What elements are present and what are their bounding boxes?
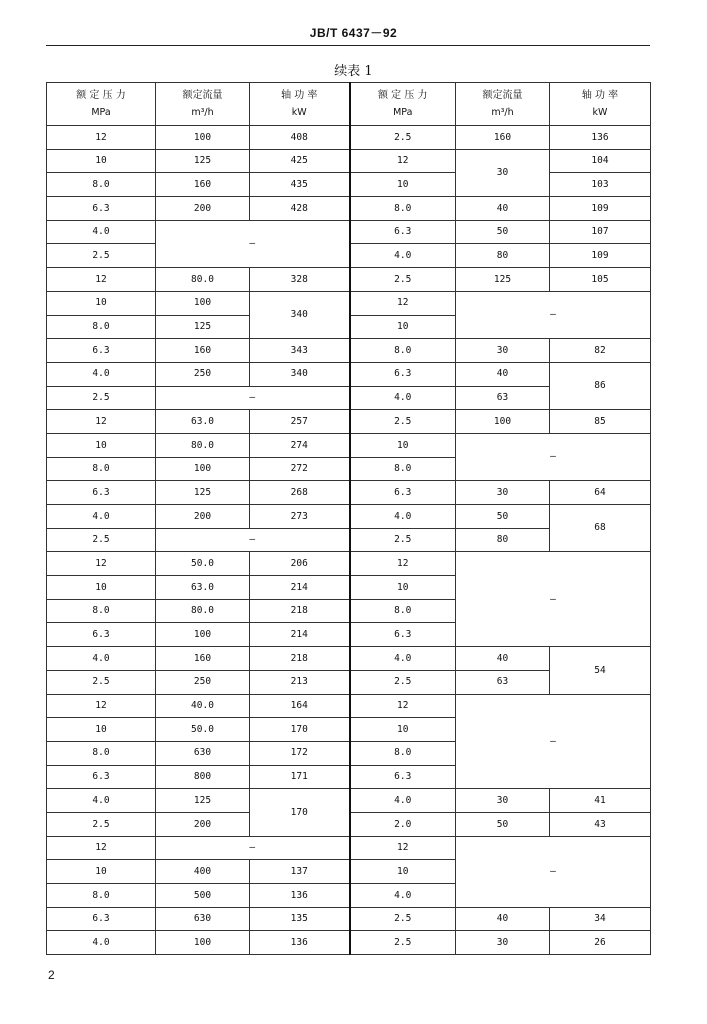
table-cell: 109 xyxy=(550,197,651,221)
table-cell: 10 xyxy=(350,433,456,457)
table-cell: 2.5 xyxy=(350,670,456,694)
table-cell: 50 xyxy=(456,505,550,529)
table-cell: 2.5 xyxy=(350,907,456,931)
table-cell: 30 xyxy=(456,339,550,363)
table-cell: 160 xyxy=(156,647,250,671)
table-cell: 160 xyxy=(156,173,250,197)
table-cell: 63 xyxy=(456,670,550,694)
table-cell: 10 xyxy=(47,718,156,742)
table-cell: 8.0 xyxy=(47,741,156,765)
table-cell: 10 xyxy=(350,718,456,742)
table-row xyxy=(47,291,651,315)
table-cell: 80 xyxy=(456,528,550,552)
table-cell: 170 xyxy=(250,718,350,742)
table-cell: 340 xyxy=(250,362,350,386)
table-cell: 30 xyxy=(456,481,550,505)
table-cell: 8.0 xyxy=(350,457,456,481)
table-cell: — xyxy=(456,552,651,647)
table-row xyxy=(47,173,651,197)
table-cell: 136 xyxy=(250,884,350,908)
table-cell: 4.0 xyxy=(350,386,456,410)
table-row xyxy=(47,481,651,505)
table-cell: 63.0 xyxy=(156,576,250,600)
table-cell: 82 xyxy=(550,339,651,363)
specification-table xyxy=(46,82,651,955)
table-cell: 214 xyxy=(250,576,350,600)
table-cell: 125 xyxy=(156,149,250,173)
table-cell: 12 xyxy=(350,552,456,576)
table-cell: 172 xyxy=(250,741,350,765)
table-cell: 6.3 xyxy=(47,339,156,363)
table-cell: 100 xyxy=(156,623,250,647)
table-cell: 8.0 xyxy=(47,173,156,197)
table-cell: 12 xyxy=(350,291,456,315)
table-cell: 125 xyxy=(156,481,250,505)
table-cell: 6.3 xyxy=(47,907,156,931)
table-cell: 8.0 xyxy=(47,884,156,908)
standard-code: JB/T 6437－92 xyxy=(309,26,398,40)
table-cell: 4.0 xyxy=(47,789,156,813)
table-cell: 630 xyxy=(156,741,250,765)
table-cell: 250 xyxy=(156,670,250,694)
table-cell: 4.0 xyxy=(350,244,456,268)
page-number: 2 xyxy=(48,968,55,982)
table-row xyxy=(47,552,651,576)
table-row xyxy=(47,694,651,718)
table-row xyxy=(47,362,651,386)
table-cell: 43 xyxy=(550,812,651,836)
table-cell: 340 xyxy=(250,291,350,338)
table-cell: 12 xyxy=(350,149,456,173)
table-cell: 200 xyxy=(156,505,250,529)
table-cell: 10 xyxy=(350,173,456,197)
table-cell: 425 xyxy=(250,149,350,173)
table-cell: 10 xyxy=(47,291,156,315)
header-cell: 额 定 压 力 MPa xyxy=(350,83,456,126)
table-cell: 103 xyxy=(550,173,651,197)
table-cell: 12 xyxy=(47,552,156,576)
table-header-row xyxy=(47,83,651,126)
table-row xyxy=(47,149,651,173)
table-cell: 10 xyxy=(350,576,456,600)
table-body xyxy=(47,126,651,955)
table-cell: 30 xyxy=(456,149,550,196)
table-cell: 408 xyxy=(250,126,350,150)
table-cell: 400 xyxy=(156,860,250,884)
table-cell: 6.3 xyxy=(350,481,456,505)
table-cell: 6.3 xyxy=(47,623,156,647)
table-cell: 328 xyxy=(250,268,350,292)
table-cell: 64 xyxy=(550,481,651,505)
table-cell: 135 xyxy=(250,907,350,931)
table-cell: 136 xyxy=(250,931,350,955)
table-cell: 273 xyxy=(250,505,350,529)
table-cell: 100 xyxy=(156,931,250,955)
table-cell: 500 xyxy=(156,884,250,908)
table-cell: 8.0 xyxy=(350,339,456,363)
table-row xyxy=(47,931,651,955)
table-cell: 428 xyxy=(250,197,350,221)
table-cell: 12 xyxy=(47,268,156,292)
table-cell: 125 xyxy=(156,315,250,339)
table-cell: 8.0 xyxy=(350,197,456,221)
table-title: 续表 1 xyxy=(334,64,373,79)
table-cell: 12 xyxy=(47,410,156,434)
table-cell: 26 xyxy=(550,931,651,955)
table-cell: 250 xyxy=(156,362,250,386)
table-cell: 206 xyxy=(250,552,350,576)
table-row xyxy=(47,220,651,244)
table-cell: — xyxy=(156,220,350,267)
table-cell: 200 xyxy=(156,812,250,836)
table-cell: 12 xyxy=(47,694,156,718)
table-cell: 40 xyxy=(456,362,550,386)
table-cell: 4.0 xyxy=(47,647,156,671)
table-cell: 12 xyxy=(47,126,156,150)
table-cell: 34 xyxy=(550,907,651,931)
table-cell: 213 xyxy=(250,670,350,694)
table-row xyxy=(47,268,651,292)
table-cell: 100 xyxy=(456,410,550,434)
table-cell: 12 xyxy=(350,836,456,860)
table-cell: 30 xyxy=(456,789,550,813)
table-cell: 6.3 xyxy=(350,220,456,244)
table-cell: 274 xyxy=(250,433,350,457)
table-cell: 80.0 xyxy=(156,433,250,457)
table-cell: 63 xyxy=(456,386,550,410)
table-cell: 6.3 xyxy=(47,765,156,789)
table-cell: 12 xyxy=(350,694,456,718)
table-cell: 100 xyxy=(156,291,250,315)
table-cell: 2.5 xyxy=(350,931,456,955)
table-cell: 2.5 xyxy=(350,410,456,434)
table-row xyxy=(47,647,651,671)
table-row xyxy=(47,126,651,150)
table-cell: 105 xyxy=(550,268,651,292)
header-cell: 轴 功 率 kW xyxy=(250,83,350,126)
table-cell: — xyxy=(456,836,651,907)
table-cell: 171 xyxy=(250,765,350,789)
table-cell: 4.0 xyxy=(47,931,156,955)
table-cell: — xyxy=(456,694,651,789)
table-row xyxy=(47,433,651,457)
table-cell: 40 xyxy=(456,907,550,931)
table-cell: 6.3 xyxy=(47,197,156,221)
table-cell: 214 xyxy=(250,623,350,647)
table-cell: 2.5 xyxy=(350,126,456,150)
table-cell: 170 xyxy=(250,789,350,836)
table-cell: 4.0 xyxy=(350,647,456,671)
table-row xyxy=(47,410,651,434)
table-cell: 10 xyxy=(47,149,156,173)
table-cell: 12 xyxy=(47,836,156,860)
table-cell: 800 xyxy=(156,765,250,789)
table-cell: 100 xyxy=(156,457,250,481)
table-cell: 137 xyxy=(250,860,350,884)
table-row xyxy=(47,836,651,860)
table-cell: 8.0 xyxy=(350,741,456,765)
table-row xyxy=(47,907,651,931)
table-cell: 10 xyxy=(350,315,456,339)
table-cell: — xyxy=(156,528,350,552)
table-cell: 272 xyxy=(250,457,350,481)
table-cell: — xyxy=(156,386,350,410)
table-cell: 30 xyxy=(456,931,550,955)
table-cell: 4.0 xyxy=(47,505,156,529)
table-cell: 8.0 xyxy=(350,599,456,623)
table-cell: 2.0 xyxy=(350,812,456,836)
table-cell: 10 xyxy=(350,860,456,884)
table-cell: 218 xyxy=(250,647,350,671)
header-cell: 轴 功 率 kW xyxy=(550,83,651,126)
table-cell: — xyxy=(456,433,651,480)
table-cell: 164 xyxy=(250,694,350,718)
table-cell: 343 xyxy=(250,339,350,363)
table-cell: 6.3 xyxy=(350,623,456,647)
table-cell: 104 xyxy=(550,149,651,173)
header-cell: 额定流量 m³/h xyxy=(156,83,250,126)
table-cell: 218 xyxy=(250,599,350,623)
header-rule xyxy=(46,45,650,46)
header-cell: 额定流量 m³/h xyxy=(456,83,550,126)
table-cell: — xyxy=(456,291,651,338)
table-cell: 100 xyxy=(156,126,250,150)
table-cell: 63.0 xyxy=(156,410,250,434)
table-cell: 85 xyxy=(550,410,651,434)
table-cell: 136 xyxy=(550,126,651,150)
table-cell: 107 xyxy=(550,220,651,244)
table-cell: 80.0 xyxy=(156,268,250,292)
table-cell: 6.3 xyxy=(350,765,456,789)
table-cell: 50 xyxy=(456,220,550,244)
table-cell: 8.0 xyxy=(47,315,156,339)
table-row xyxy=(47,197,651,221)
table-cell: — xyxy=(156,836,350,860)
table-cell: 125 xyxy=(456,268,550,292)
table-cell: 54 xyxy=(550,647,651,694)
table-cell: 268 xyxy=(250,481,350,505)
table-cell: 10 xyxy=(47,576,156,600)
header-cell: 额 定 压 力 MPa xyxy=(47,83,156,126)
table-cell: 160 xyxy=(456,126,550,150)
table-cell: 4.0 xyxy=(47,362,156,386)
table-cell: 4.0 xyxy=(350,505,456,529)
table-cell: 40 xyxy=(456,647,550,671)
table-cell: 2.5 xyxy=(350,528,456,552)
table-cell: 86 xyxy=(550,362,651,409)
table-row xyxy=(47,505,651,529)
table-cell: 160 xyxy=(156,339,250,363)
table-row xyxy=(47,339,651,363)
table-cell: 2.5 xyxy=(47,386,156,410)
table-cell: 109 xyxy=(550,244,651,268)
table-cell: 50.0 xyxy=(156,718,250,742)
table-cell: 4.0 xyxy=(350,884,456,908)
table-cell: 41 xyxy=(550,789,651,813)
table-cell: 257 xyxy=(250,410,350,434)
table-cell: 8.0 xyxy=(47,599,156,623)
table-cell: 630 xyxy=(156,907,250,931)
table-cell: 4.0 xyxy=(47,220,156,244)
table-cell: 40 xyxy=(456,197,550,221)
table-cell: 10 xyxy=(47,433,156,457)
table-cell: 40.0 xyxy=(156,694,250,718)
table-row xyxy=(47,789,651,813)
table-cell: 200 xyxy=(156,197,250,221)
table-cell: 68 xyxy=(550,505,651,552)
table-cell: 2.5 xyxy=(350,268,456,292)
table-cell: 125 xyxy=(156,789,250,813)
table-cell: 2.5 xyxy=(47,812,156,836)
table-cell: 2.5 xyxy=(47,528,156,552)
table-cell: 80.0 xyxy=(156,599,250,623)
table-cell: 6.3 xyxy=(350,362,456,386)
table-cell: 10 xyxy=(47,860,156,884)
table-cell: 2.5 xyxy=(47,670,156,694)
table-cell: 4.0 xyxy=(350,789,456,813)
table-cell: 50.0 xyxy=(156,552,250,576)
table-cell: 80 xyxy=(456,244,550,268)
table-cell: 2.5 xyxy=(47,244,156,268)
table-cell: 50 xyxy=(456,812,550,836)
table-cell: 435 xyxy=(250,173,350,197)
table-cell: 8.0 xyxy=(47,457,156,481)
table-cell: 6.3 xyxy=(47,481,156,505)
